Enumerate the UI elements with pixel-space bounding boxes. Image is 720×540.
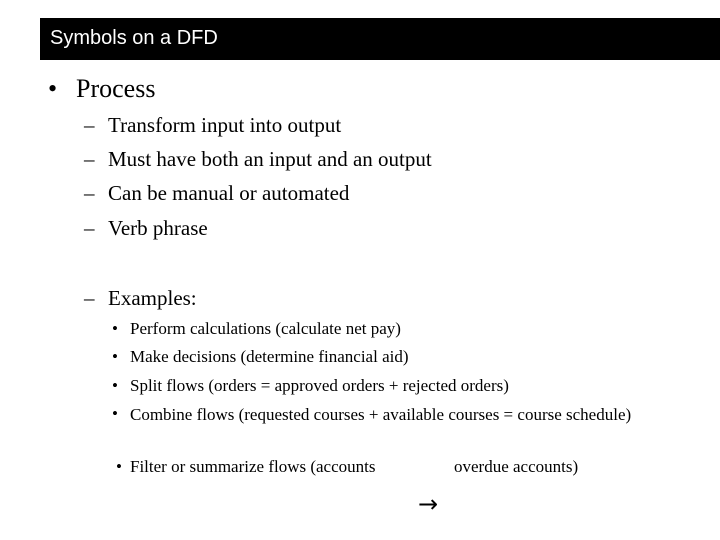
bullet-marker: • bbox=[112, 319, 118, 338]
bullet-marker: • bbox=[112, 347, 118, 366]
dash-marker: – bbox=[84, 113, 95, 137]
example-text-before: Filter or summarize flows (accounts bbox=[130, 457, 376, 476]
dash-marker: – bbox=[84, 216, 95, 240]
example-text-after: overdue accounts) bbox=[454, 457, 579, 476]
point-text: Can be manual or automated bbox=[108, 181, 350, 205]
title-bar bbox=[40, 18, 720, 60]
bullet-marker: • bbox=[112, 404, 118, 423]
dash-marker: – bbox=[84, 286, 95, 310]
bullet-marker: • bbox=[112, 376, 118, 395]
right-arrow-icon: → bbox=[418, 490, 439, 518]
dash-marker: – bbox=[84, 147, 95, 171]
example-combine-flows bbox=[112, 404, 632, 448]
point-text: Verb phrase bbox=[108, 216, 208, 240]
point-text: Transform input into output bbox=[108, 113, 342, 137]
heading-text: Process bbox=[76, 74, 156, 103]
point-text: Must have both an input and an output bbox=[108, 147, 432, 171]
bullet-marker: • bbox=[116, 457, 122, 476]
dash-marker: – bbox=[84, 181, 95, 205]
process-heading bbox=[48, 74, 156, 104]
examples-label: Examples: bbox=[108, 286, 197, 310]
example-text: Combine flows (requested courses + available courses = course schedule) bbox=[130, 405, 632, 424]
example-text: Perform calculations (calculate net pay) bbox=[130, 319, 401, 338]
slide-title: Symbols on a DFD bbox=[50, 27, 218, 49]
heading-bullet: • bbox=[48, 74, 58, 103]
example-text: Make decisions (determine financial aid) bbox=[130, 347, 409, 366]
example-text: Split flows (orders = approved orders + rejected orders) bbox=[130, 376, 509, 395]
